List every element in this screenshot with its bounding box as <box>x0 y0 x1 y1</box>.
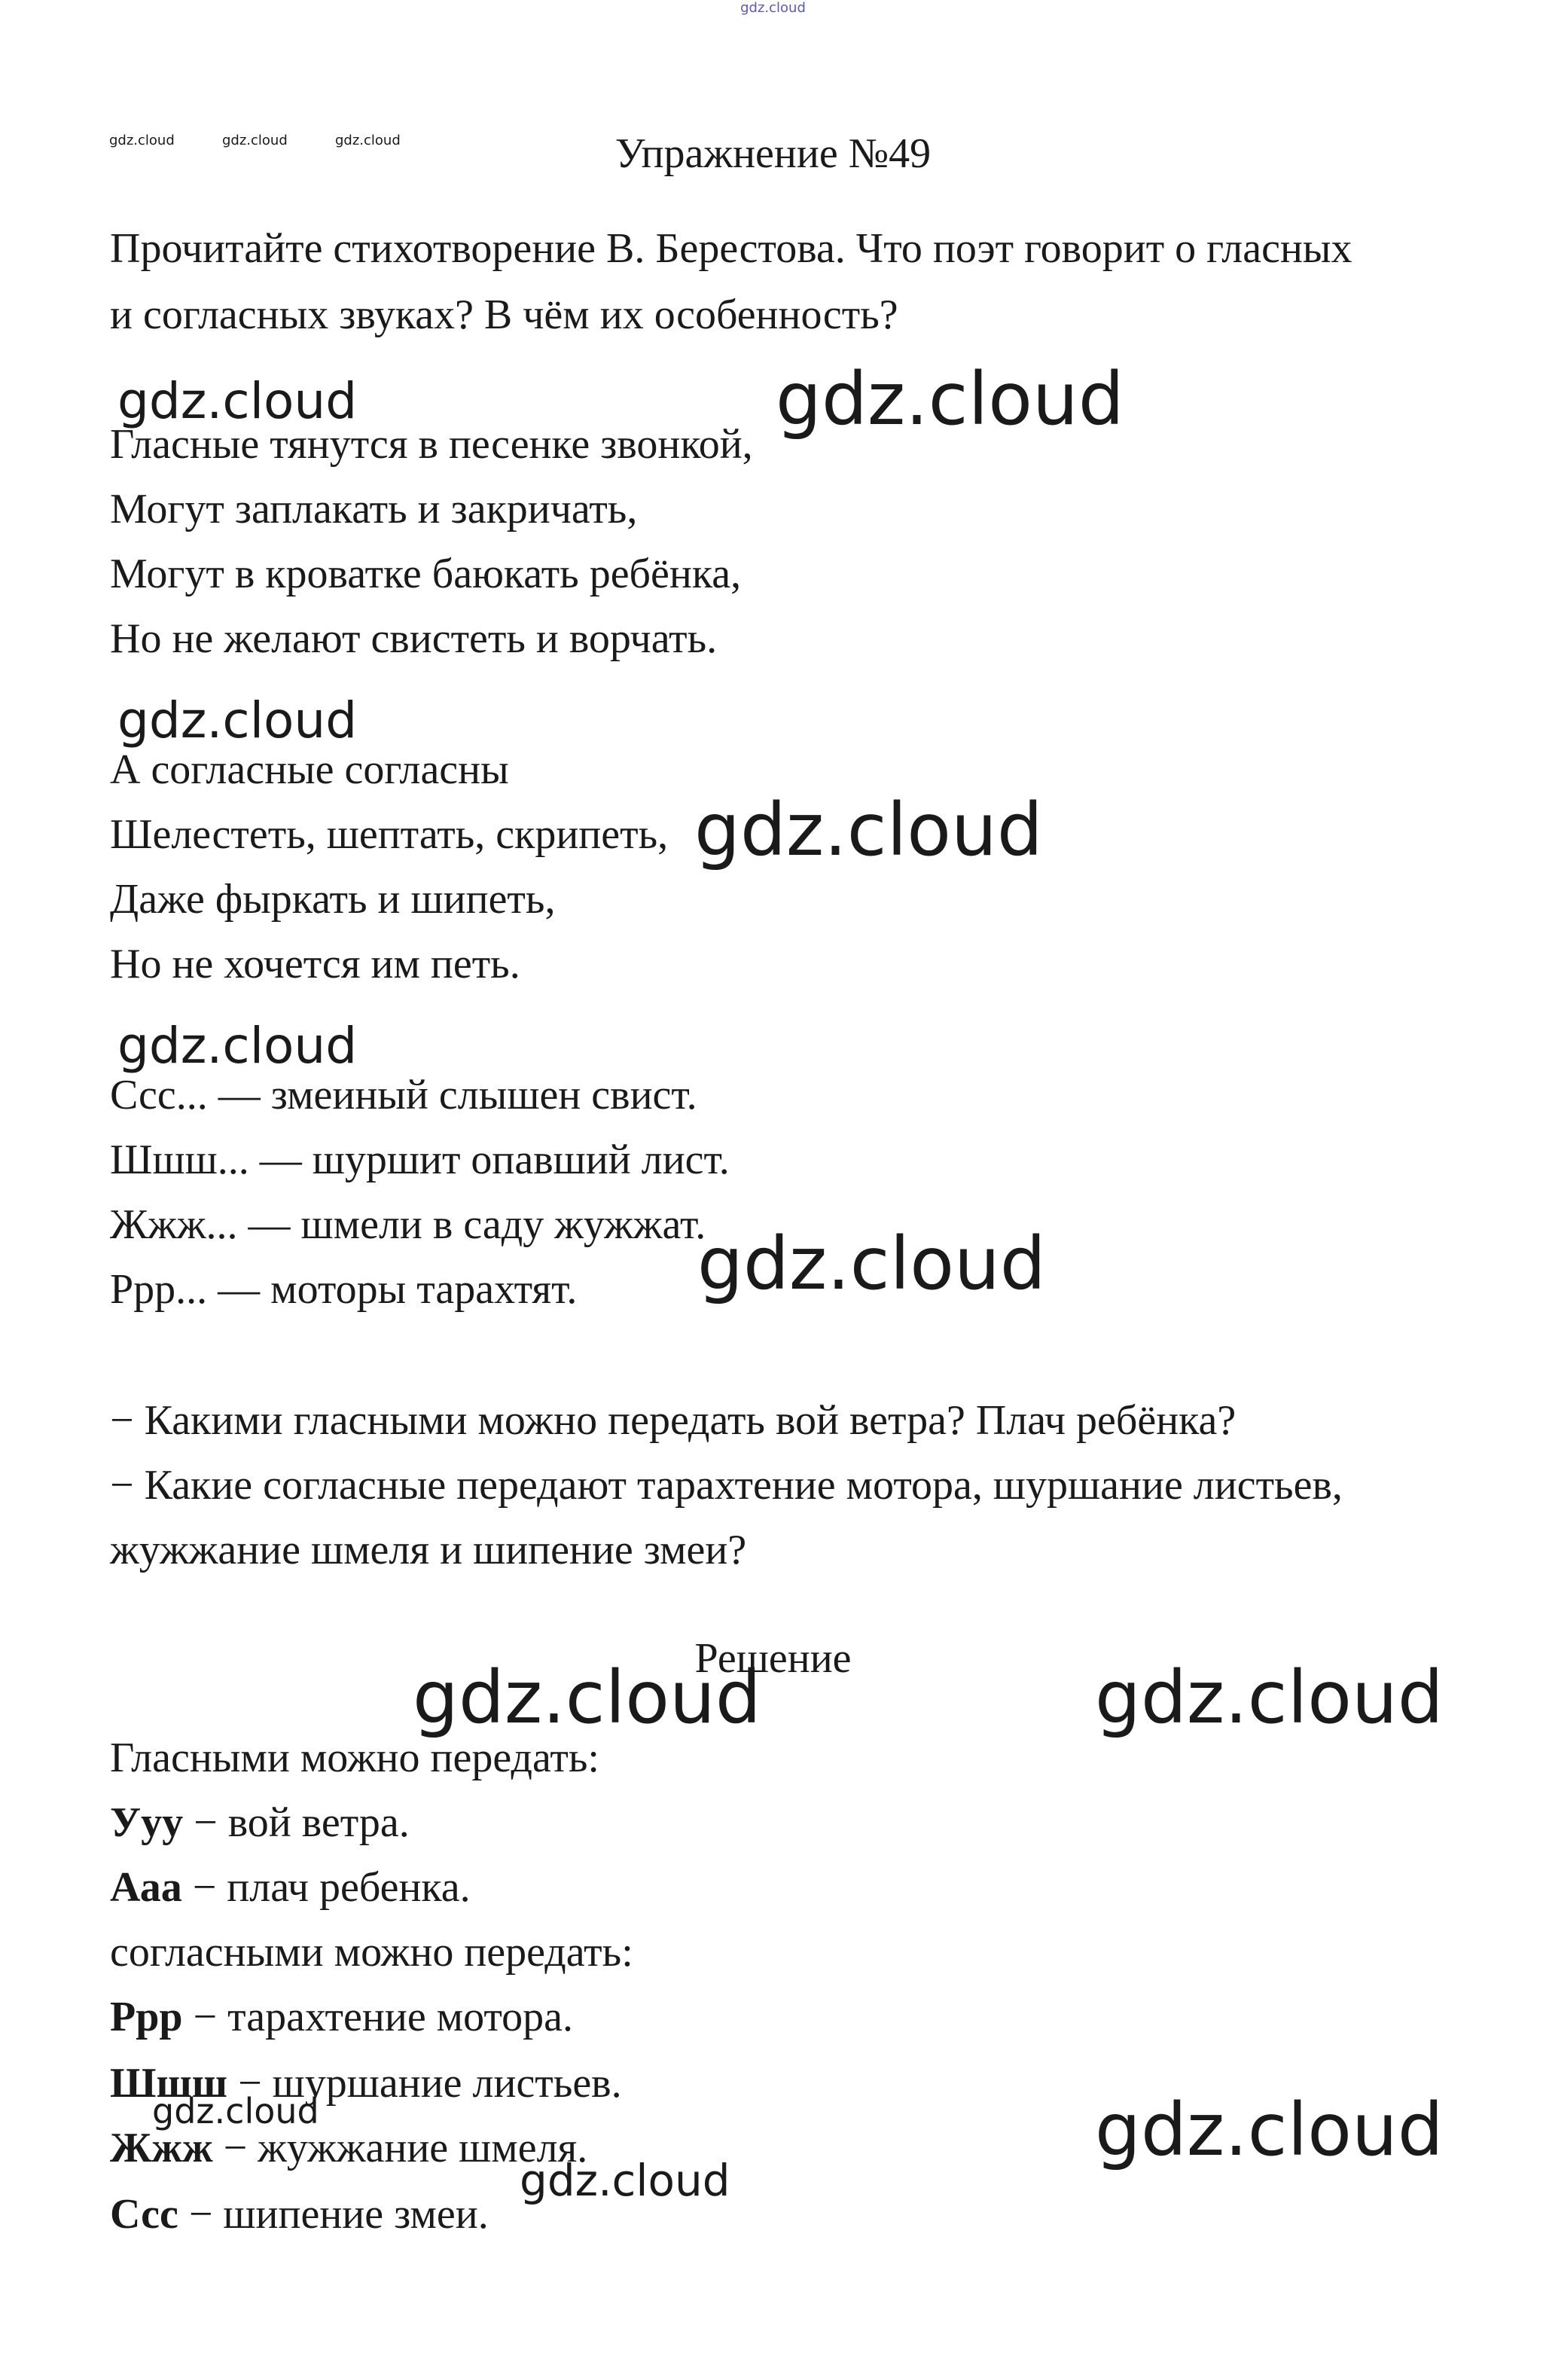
solution-item <box>110 1866 471 1909</box>
watermark: gdz.cloud <box>152 2091 319 2131</box>
question-line: жужжание шмеля и шипение змеи? <box>110 1527 747 1573</box>
task-line: и согласных звуках? В чём их особенность? <box>110 291 898 338</box>
poem-line: Могут заплакать и закричать, <box>110 486 638 532</box>
poem-line: Но не хочется им петь. <box>110 941 520 987</box>
watermark-small: gdz.cloud <box>109 133 175 148</box>
poem-line: Но не желают свистеть и ворчать. <box>110 615 718 662</box>
poem-line: А согласные согласны <box>110 746 509 793</box>
sound-description: − шуршание листьев. <box>227 2060 622 2107</box>
poem-line: Могут в кроватке баюкать ребёнка, <box>110 551 742 597</box>
solution-intro: согласными можно передать: <box>110 1929 633 1976</box>
sound-description: − тарахтение мотора. <box>182 1994 573 2040</box>
solution-item <box>110 2127 587 2169</box>
sound-description: − плач ребенка. <box>181 1864 471 1911</box>
solution-item <box>110 1996 573 2038</box>
watermark: gdz.cloud <box>776 357 1124 441</box>
page-title: Упражнение №49 <box>614 130 932 177</box>
poem-line: Даже фыркать и шипеть, <box>110 876 556 923</box>
sound-label: Ууу <box>110 1799 184 1846</box>
watermark: gdz.cloud <box>520 2155 730 2206</box>
watermark: gdz.cloud <box>117 691 358 749</box>
solution-item <box>110 1799 410 1846</box>
sound-description: − вой ветра. <box>183 1799 410 1846</box>
watermark: gdz.cloud <box>413 1655 761 1740</box>
sound-label: Ррр <box>110 1994 183 2040</box>
watermark: gdz.cloud <box>117 1017 358 1075</box>
solution-intro: Гласными можно передать: <box>110 1735 599 1781</box>
watermark-top: gdz.cloud <box>740 0 806 16</box>
solution-title: Решение <box>694 1635 852 1682</box>
task-line: Прочитайте стихотворение В. Берестова. Что поэт говорит о гласных <box>110 225 1352 272</box>
sound-description: − шипение змеи. <box>178 2191 489 2238</box>
poem-line: Гласные тянутся в песенке звонкой, <box>110 421 753 468</box>
watermark-small: gdz.cloud <box>222 133 288 148</box>
watermark: gdz.cloud <box>694 788 1043 872</box>
watermark: gdz.cloud <box>1095 1655 1444 1740</box>
watermark-small: gdz.cloud <box>335 133 401 148</box>
poem-line: Шшш... — шуршит опавший лист. <box>110 1137 730 1183</box>
question-line: − Какие согласные передают тарахтение мотора, шуршание листьев, <box>110 1462 1343 1509</box>
watermark: gdz.cloud <box>697 1222 1046 1306</box>
poem-line: Ррр... — моторы тарахтят. <box>110 1266 578 1313</box>
solution-item <box>110 2191 489 2238</box>
sound-label: Шшш <box>110 2060 228 2107</box>
sound-label: Ссс <box>110 2191 178 2238</box>
sound-label: Ааа <box>110 1864 182 1911</box>
watermark: gdz.cloud <box>1095 2088 1444 2172</box>
sound-label: Жжж <box>110 2125 213 2171</box>
poem-line: Ссс... — змеиный слышен свист. <box>110 1072 697 1118</box>
poem-line: Шелестеть, шептать, скрипеть, <box>110 811 669 858</box>
sound-description: − жужжание шмеля. <box>212 2125 588 2171</box>
watermark: gdz.cloud <box>117 372 358 430</box>
question-line: − Какими гласными можно передать вой ветра? Плач ребёнка? <box>110 1397 1236 1444</box>
poem-line: Жжж... — шмели в саду жужжат. <box>110 1201 706 1248</box>
